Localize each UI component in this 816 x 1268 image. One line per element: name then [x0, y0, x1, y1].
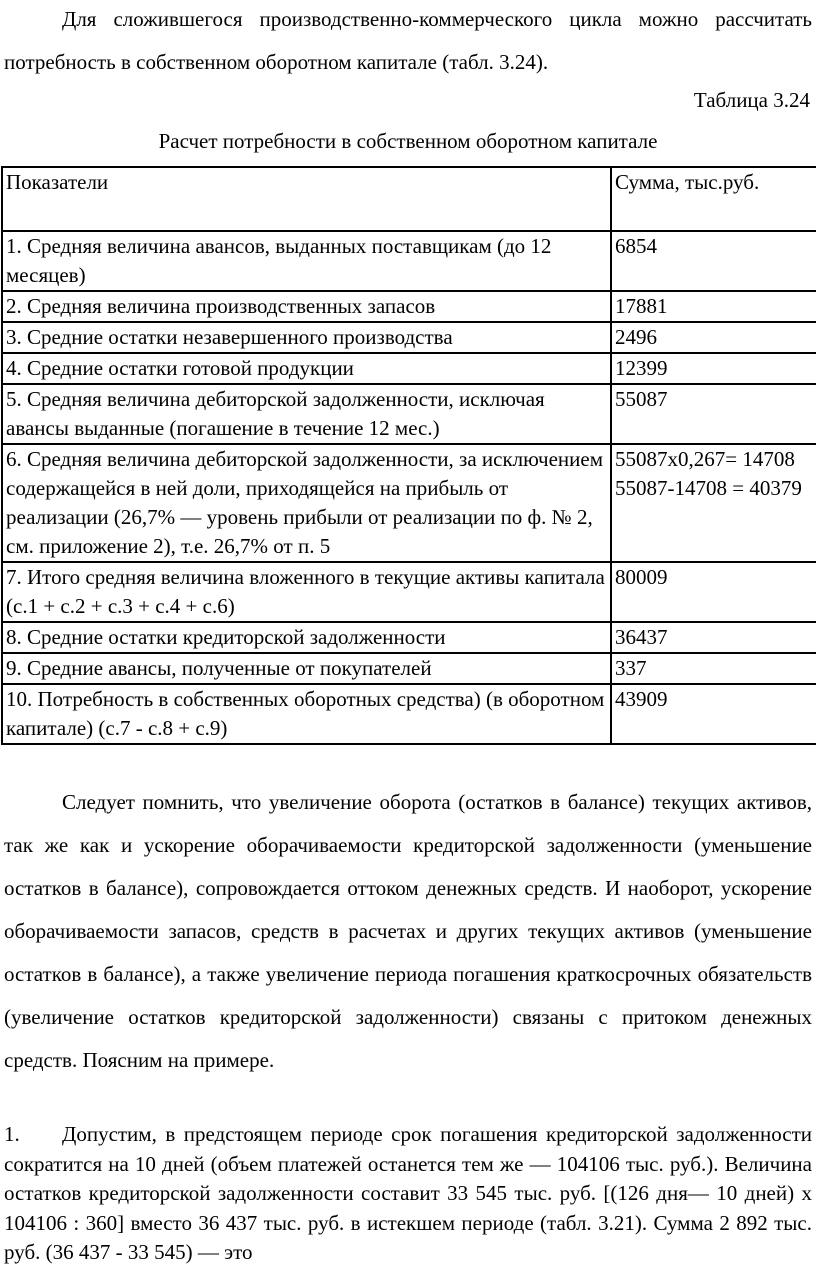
table-row [2, 562, 816, 622]
calculation-table [1, 166, 816, 745]
table-row [2, 384, 816, 444]
row-indicator: 6. Средняя величина дебиторской задолженности, за исключением содержащейся в ней доли, приходящейся на прибыль от реализации (26,7% — уровень прибыли от реализации по ф. № 2, см. приложение 2), т.е. 26,7% от п. 5 [2, 444, 611, 562]
explanation-paragraph: Следует помнить, что увеличение оборота (остатков в балансе) текущих активов, так же как и ускорение оборачиваемости кредиторской задолженности (уменьшение остатков в балансе), сопровождается оттоком денежных средств. И наоборот, ускорение оборачиваемости запасов, средств в расчетах и других текущих активов (уменьшение остатков в балансе), а также увеличение периода погашения краткосрочных обязательств (увеличение остатков кредиторской задолженности) связаны с притоком денежных средств. Поясним на примере. [4, 790, 812, 1072]
table-row [2, 653, 816, 684]
row-indicator: 9. Средние авансы, полученные от покупателей [2, 653, 611, 684]
row-indicator: 5. Средняя величина дебиторской задолженности, исключая авансы выданные (погашение в течение 12 мес.) [2, 384, 611, 444]
table-row [2, 684, 816, 744]
row-indicator: 1. Средняя величина авансов, выданных поставщикам (до 12 месяцев) [2, 231, 611, 291]
table-header-row [2, 167, 816, 231]
row-indicator: 7. Итого средняя величина вложенного в текущие активы капитала (с.1 + с.2 + с.3 + с.4 + с.6) [2, 562, 611, 622]
table-row [2, 231, 816, 291]
row-indicator: 2. Средняя величина производственных запасов [2, 291, 611, 322]
row-amount: 36437 [611, 622, 816, 653]
row-indicator: 4. Средние остатки готовой продукции [2, 353, 611, 384]
row-amount: 55087x0,267= 14708 55087-14708 = 40379 [611, 444, 816, 562]
row-amount: 17881 [611, 291, 816, 322]
row-amount: 2496 [611, 322, 816, 353]
row-amount: 80009 [611, 562, 816, 622]
row-indicator: 10. Потребность в собственных оборотных средства) (в оборотном капитале) (с.7 - с.8 + с.9) [2, 684, 611, 744]
list-item-paragraph [0, 1120, 816, 1268]
list-item-number: 1. [4, 1122, 20, 1146]
table-row [2, 444, 816, 562]
intro-paragraph: Для сложившегося производственно-коммерческого цикла можно рассчитать потребность в собственном оборотном капитале (табл. 3.24). [4, 7, 812, 74]
header-indicators: Показатели [2, 167, 611, 231]
table-title: Расчет потребности в собственном оборотном капитале [158, 129, 658, 153]
row-indicator: 8. Средние остатки кредиторской задолженности [2, 622, 611, 653]
table-label: Таблица 3.24 [693, 88, 810, 112]
list-item-text: Допустим, в предстоящем периоде срок погашения кредиторской задолженности сократится на 10 дней (объем платежей останется тем же — 104106 тыс. руб.). Величина остатков кредиторской задолженности составит 33 545 тыс. руб. [(126 дня— 10 дней) х 104106 : 360] вместо 36 437 тыс. руб. в истекшем периоде (табл. 3.21). Сумма 2 892 тыс. руб. (36 437 - 33 545) — это [4, 1122, 812, 1264]
header-amount: Сумма, тыс.руб. [611, 167, 816, 231]
table-row [2, 622, 816, 653]
table-row [2, 291, 816, 322]
row-amount: 6854 [611, 231, 816, 291]
table-row [2, 322, 816, 353]
row-amount: 55087 [611, 384, 816, 444]
row-amount: 43909 [611, 684, 816, 744]
row-amount: 337 [611, 653, 816, 684]
table-row [2, 353, 816, 384]
row-amount: 12399 [611, 353, 816, 384]
row-indicator: 3. Средние остатки незавершенного производства [2, 322, 611, 353]
